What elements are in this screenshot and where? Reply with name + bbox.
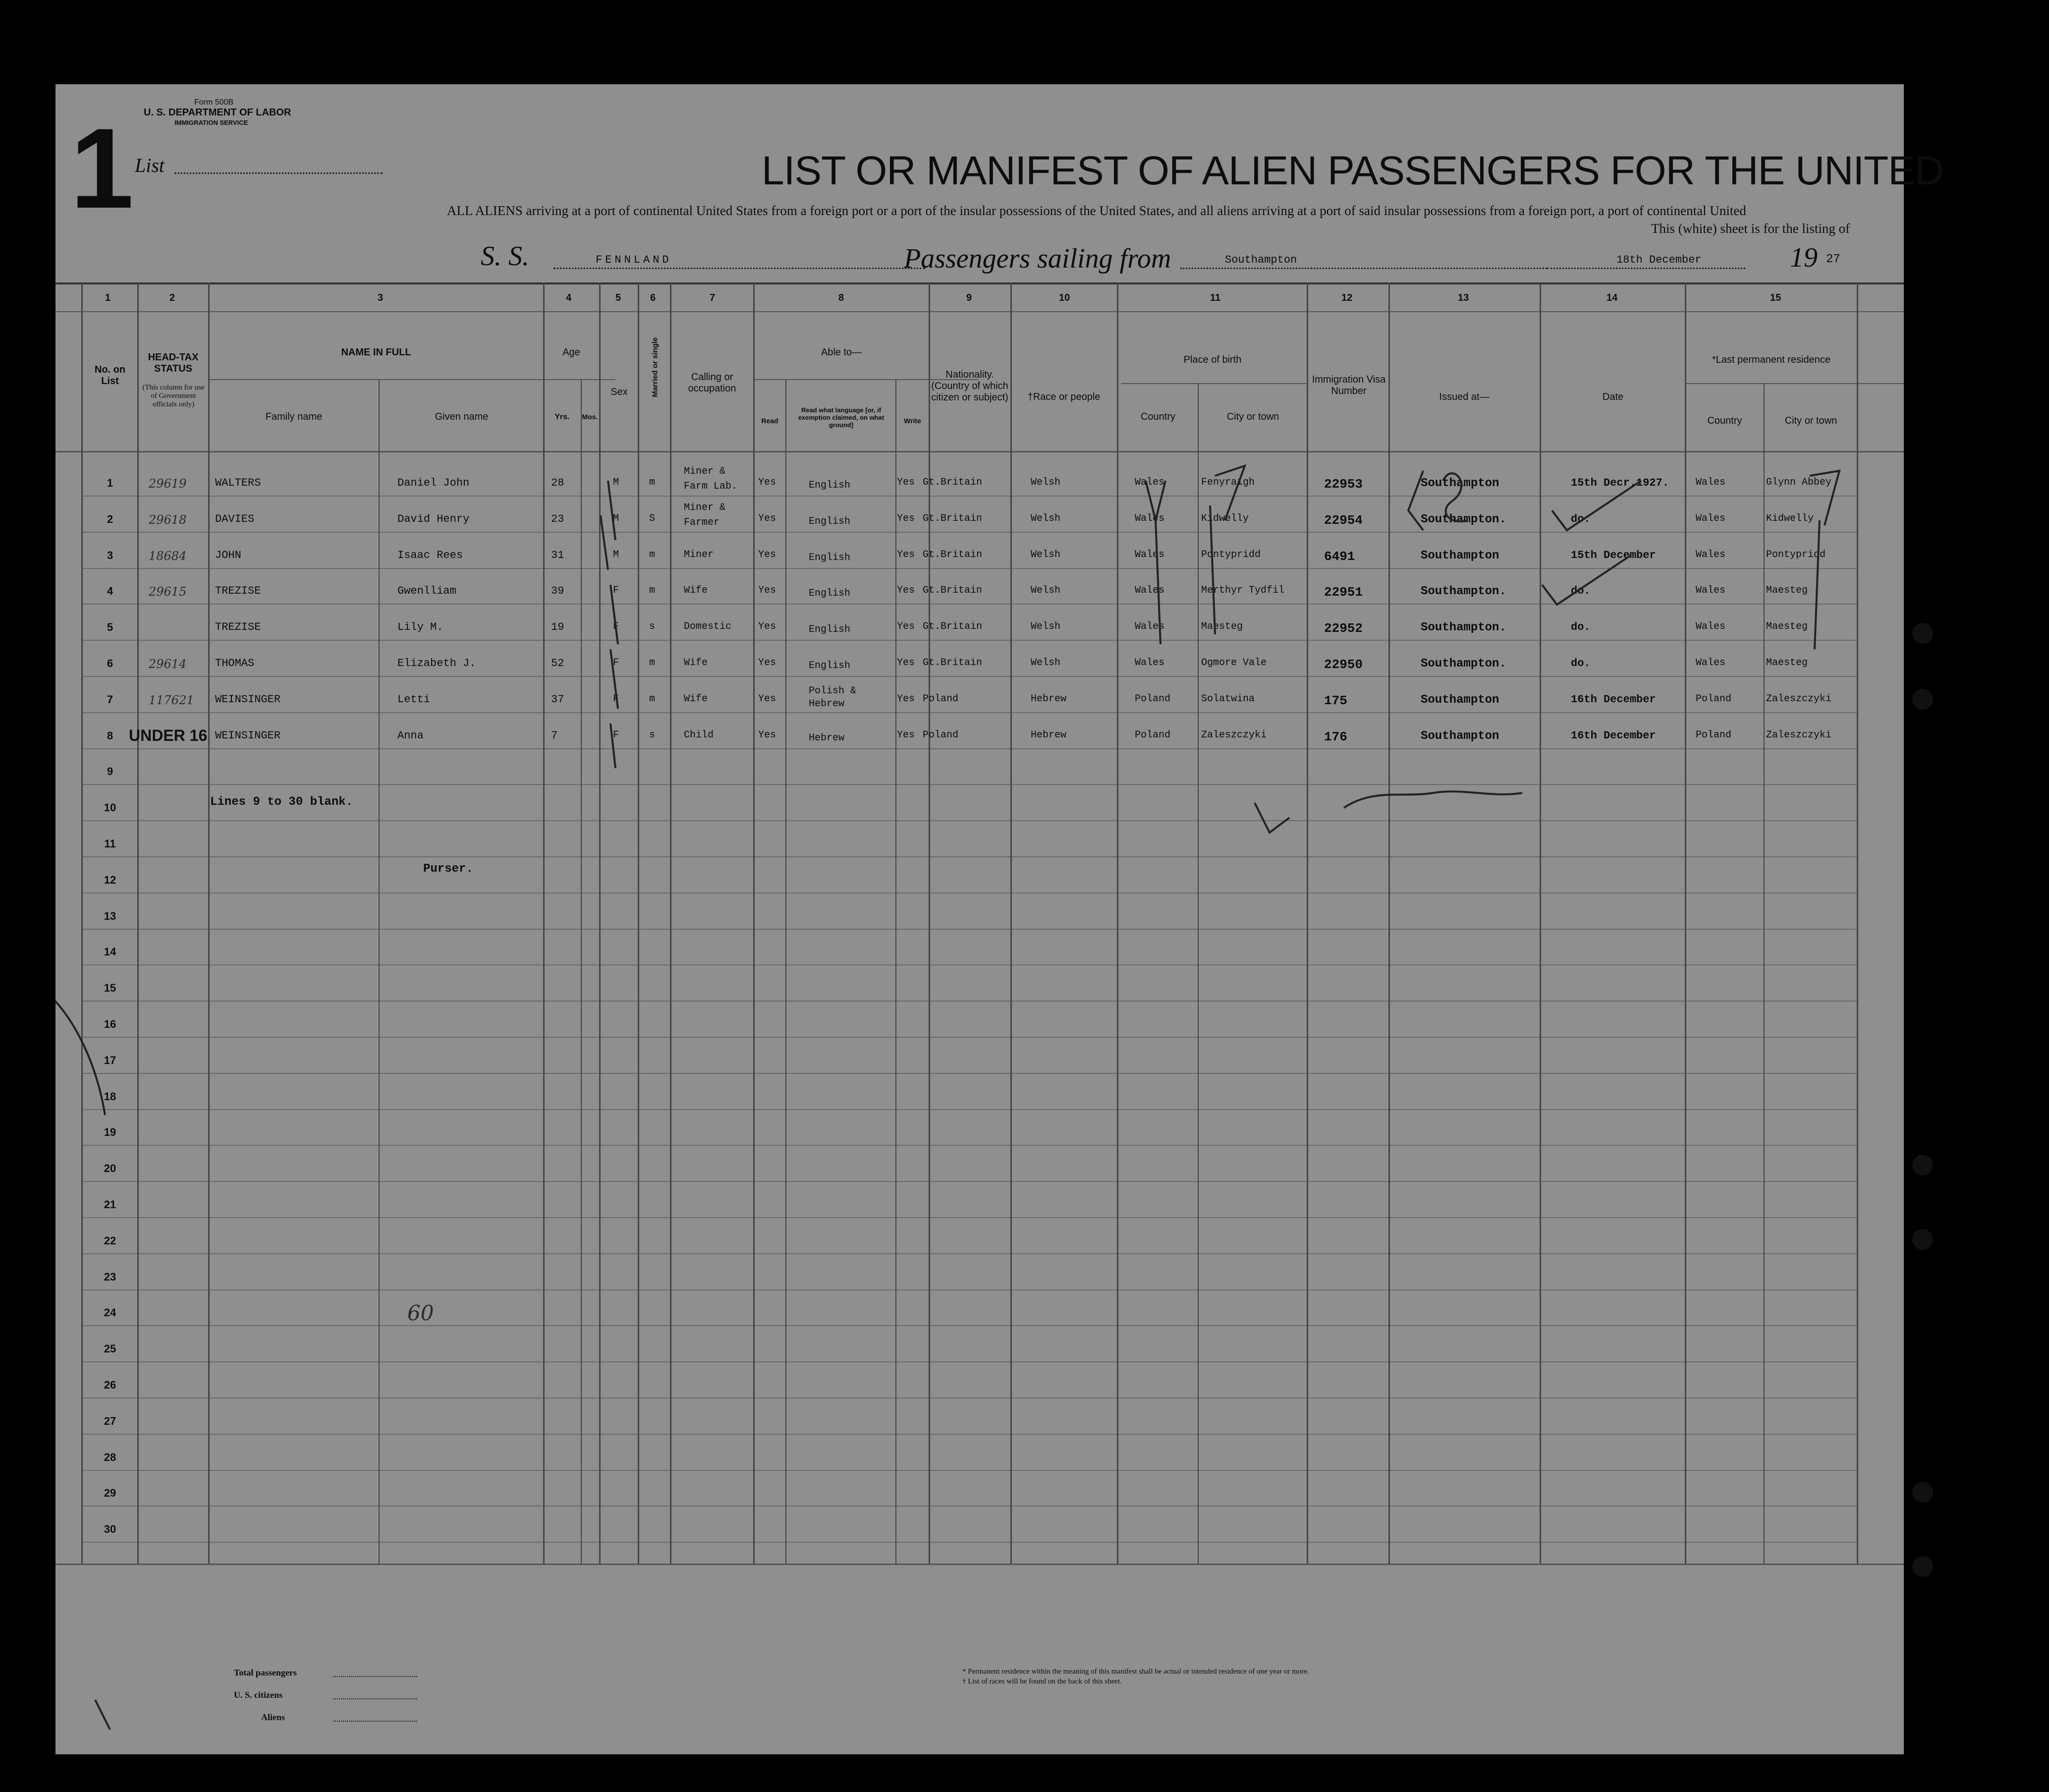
birth-country-cell: Wales [1135,585,1165,596]
header-date: Date [1602,392,1624,402]
issued-at-cell: Southampton. [1421,621,1506,634]
birth-city-cell: Ogmore Vale [1201,657,1267,669]
colnum-2: 2 [169,292,175,303]
sex-cell: F [613,621,619,632]
sailing-label: Passengers sailing from [904,243,1171,274]
binder-hole-4 [1912,1229,1933,1250]
occupation-cell: Miner [684,549,714,560]
occupation-cell: Child [684,729,714,741]
header-residence-city: City or town [1784,415,1837,426]
issued-at-cell: Southampton [1421,729,1499,743]
sex-cell: M [613,513,619,524]
total-passengers-line [333,1676,417,1677]
date-check-2 [1542,555,1631,605]
sailing-date: 18th December [1616,254,1702,266]
colnum-15: 15 [1770,292,1781,303]
line-number: 29 [104,1487,116,1499]
given-name-cell: Isaac Rees [397,549,463,561]
visa-check-1 [1408,471,1423,530]
visa-number-cell: 22950 [1324,657,1363,672]
family-name-cell: WEINSINGER [215,729,281,742]
colnum-13: 13 [1458,292,1469,303]
residence-city-cell: Maesteg [1766,657,1808,669]
line-number: 25 [104,1343,116,1355]
birth-country-cell: Poland [1135,729,1171,741]
read-cell: Yes [758,621,776,632]
nationality-cell: Gt.Britain [923,657,983,669]
birth-city-cell: Fenyraigh [1201,477,1255,488]
issued-at-cell: Southampton. [1421,657,1506,671]
department-label: U. S. DEPARTMENT OF LABOR [144,107,291,118]
occupation-cell: Domestic [684,621,732,632]
write-cell: Yes [897,477,915,488]
line-number: 14 [104,946,116,958]
occupation-cell: Miner & [684,466,726,477]
line-number: 11 [104,838,116,850]
manifest-title: LIST OR MANIFEST OF ALIEN PASSENGERS FOR THE UNITED [762,148,1944,193]
marital-cell: m [649,477,656,488]
family-name-cell: THOMAS [215,657,255,670]
residence-city-cell: Zaleszczyki [1766,729,1832,741]
manifest-subtitle: ALL ALIENS arriving at a port of continental United States from a foreign port or a port of the insular possessions of the United States, and all aliens arriving at a port of said insular possessions from a foreign port, a port of continental United [447,203,1746,218]
header-sex: Sex [610,387,628,397]
given-name-cell: David Henry [397,513,470,525]
line-number: 9 [107,765,113,778]
residence-city-cell: Maesteg [1766,621,1808,632]
residence-city-cell: Pontypridd [1766,549,1826,560]
age-tick-2 [601,515,608,570]
birth-city-cell: Merthyr Tydfil [1201,585,1285,596]
language-cell: Hebrew [809,732,845,744]
date-cell: 16th December [1571,693,1656,706]
race-cell: Welsh [1031,549,1061,560]
given-name-cell: Daniel John [397,477,470,489]
read-cell: Yes [758,657,776,669]
age-tick-4 [610,649,618,709]
occupation-cell-line2: Farm Lab. [684,481,738,492]
page-mark: 60 [407,1301,434,1325]
language-cell: English [809,588,851,599]
inspector-initial [1255,803,1289,833]
header-place-of-birth: Place of birth [1183,354,1242,365]
language-cell: English [809,624,851,635]
read-cell: Yes [758,477,776,488]
race-cell: Welsh [1031,513,1061,524]
visa-number-cell: 6491 [1324,549,1355,564]
nationality-cell: Gt.Britain [923,549,983,560]
visa-q-mark [1443,473,1468,521]
nationality-cell: Gt.Britain [923,477,983,488]
binder-hole-1 [1912,623,1933,644]
family-name-cell: DAVIES [215,513,255,525]
list-label: List [135,154,165,176]
age-years-cell: 19 [551,621,564,633]
read-cell: Yes [758,693,776,705]
sex-cell: F [613,585,619,596]
manifest-subtitle-2: This (white) sheet is for the listing of [1651,221,1850,236]
total-passengers-label: Total passengers [234,1668,297,1678]
line-number: 20 [104,1162,116,1175]
occupation-cell: Wife [684,693,708,705]
family-name-cell: TREZISE [215,585,261,597]
residence-country-cell: Wales [1696,657,1726,669]
write-cell: Yes [897,621,915,632]
write-cell: Yes [897,693,915,705]
race-cell: Hebrew [1031,693,1067,705]
sex-cell: F [613,729,619,741]
given-name-cell: Lily M. [397,621,443,633]
date-cell: do. [1571,513,1591,525]
birth-city-cell: Zaleszczyki [1201,729,1267,741]
write-cell: Yes [897,549,915,560]
visa-number-cell: 175 [1324,693,1347,708]
issued-at-cell: Southampton [1421,693,1499,707]
date-cell: 15th December [1571,549,1656,561]
header-residence-country: Country [1707,415,1742,426]
visa-number-cell: 22951 [1324,585,1363,600]
date-cell: 16th December [1571,729,1656,742]
header-mos: Mos. [582,413,598,421]
birth-country-cell: Wales [1135,477,1165,488]
visa-number-cell: 22953 [1324,477,1363,492]
birth-country-cell: Wales [1135,513,1165,524]
birth-country-cell: Wales [1135,549,1165,560]
header-able-to: Able to— [821,347,862,358]
family-name-cell: TREZISE [215,621,261,633]
birth-tick-column-2 [1156,520,1161,644]
residence-country-cell: Poland [1696,693,1732,705]
date-cell: 15th Decr.1927. [1571,477,1669,489]
read-cell: Yes [758,585,776,596]
race-cell: Hebrew [1031,729,1067,741]
write-cell: Yes [897,729,915,741]
line-number: 24 [104,1306,116,1319]
residence-country-cell: Wales [1696,513,1726,524]
issued-at-cell: Southampton [1421,549,1499,562]
marital-cell: m [649,693,656,705]
colnum-6: 6 [650,292,656,303]
header-family-name: Family name [265,411,323,422]
birth-city-cell: Kidwelly [1201,513,1249,524]
write-cell: Yes [897,585,915,596]
header-head-tax-note: (This column for use of Government officials only) [142,384,205,408]
residence-country-cell: Wales [1696,549,1726,560]
age-years-cell: 52 [551,657,564,670]
residence-country-cell: Wales [1696,585,1726,596]
birth-country-cell: Wales [1135,657,1165,669]
header-birth-city: City or town [1226,411,1279,422]
birth-check-1 [1146,481,1165,520]
age-years-cell: 39 [551,585,564,597]
residence-city-cell: Maesteg [1766,585,1808,596]
residence-country-cell: Poland [1696,729,1732,741]
aliens-label: Aliens [261,1712,285,1722]
line-number: 7 [107,693,113,706]
line-number: 10 [104,801,116,814]
header-last-residence: *Last permanent residence [1712,354,1831,365]
residence-city-cell: Zaleszczyki [1766,693,1832,705]
marital-cell: m [649,657,656,669]
header-read-language: Read what language [or, if exemption claimed, on what ground] [798,406,885,429]
issued-at-cell: Southampton [1421,477,1499,490]
blank-lines-note: Lines 9 to 30 blank. [210,795,353,809]
header-write: Write [904,417,921,425]
year-suffix: 27 [1826,253,1840,266]
line-number: 27 [104,1415,116,1427]
colnum-11: 11 [1210,292,1221,303]
nationality-cell: Gt.Britain [923,621,983,632]
sex-cell: M [613,477,619,488]
list-number-large: 1 [70,105,134,232]
date-cell: do. [1571,585,1591,597]
line-number: 6 [107,657,113,670]
header-visa-number: Immigration Visa Number [1312,374,1386,396]
occupation-cell: Wife [684,585,708,596]
header-race: †Race or people [1027,392,1101,402]
year-prefix: 19 [1790,242,1818,273]
nationality-cell: Gt.Britain [923,585,983,596]
footnote-races: † List of races will be found on the back of this sheet. [962,1678,1122,1685]
header-age: Age [562,347,580,358]
line-number: 3 [107,549,113,561]
nationality-cell: Poland [923,693,959,705]
language-cell-line2: Hebrew [809,698,845,710]
head-tax-cell: 29615 [149,585,187,599]
header-calling: Calling or occupation [688,372,736,394]
family-name-cell: JOHN [215,549,241,561]
given-name-cell: Anna [397,729,424,742]
marital-cell: s [649,729,656,741]
visa-number-cell: 176 [1324,729,1347,744]
sex-cell: F [613,657,619,669]
birth-city-cell: Maesteg [1201,621,1243,632]
header-read: Read [761,417,778,425]
age-tick-3 [610,585,618,644]
birth-tick-column [1210,505,1215,634]
header-name-in-full: NAME IN FULL [341,347,411,358]
line-number: 1 [107,477,113,489]
sex-cell: M [613,549,619,560]
colnum-1: 1 [105,292,111,303]
birth-check-2 [1215,466,1245,520]
head-tax-cell: 29614 [149,657,187,671]
line-number: 19 [104,1126,116,1138]
race-cell: Welsh [1031,477,1061,488]
header-head-tax: HEAD-TAX STATUS [148,352,199,374]
age-years-cell: 37 [551,693,564,706]
purser-signature: Purser. [423,862,473,876]
head-tax-cell: 29619 [149,477,187,491]
marital-cell: s [649,621,656,632]
marital-cell: S [649,513,656,524]
line-number: 28 [104,1451,116,1463]
colnum-7: 7 [710,292,716,303]
marital-cell: m [649,585,656,596]
binder-hole-3 [1912,1155,1933,1176]
nationality-cell: Gt.Britain [923,513,983,524]
given-name-cell: Gwenlliam [397,585,456,597]
line-number: 21 [104,1198,116,1211]
given-name-cell: Elizabeth J. [397,657,476,670]
binder-hole-2 [1912,689,1933,710]
occupation-cell: Wife [684,657,708,669]
birth-city-cell: Pontypridd [1201,549,1261,560]
line-number: 4 [107,585,113,597]
birth-country-cell: Wales [1135,621,1165,632]
given-name-cell: Letti [397,693,431,706]
head-tax-cell: 18684 [149,549,187,563]
left-edge-fold [55,996,105,1115]
margin-mark [95,1700,110,1730]
colnum-3: 3 [378,292,384,303]
race-cell: Welsh [1031,621,1061,632]
ship-name: FENNLAND [596,254,672,266]
colnum-10: 10 [1059,292,1070,303]
line-number: 18 [104,1090,116,1103]
race-cell: Welsh [1031,657,1061,669]
birth-country-cell: Poland [1135,693,1171,705]
line-number: 8 [107,729,113,742]
residence-check-1 [1810,471,1839,525]
occupation-cell: Miner & [684,502,726,513]
colnum-9: 9 [966,292,972,303]
line-number: 13 [104,910,116,922]
read-cell: Yes [758,729,776,741]
residence-city-cell: Kidwelly [1766,513,1814,524]
ss-label: S. S. [481,241,529,272]
family-name-cell: WALTERS [215,477,261,489]
line-number: 23 [104,1271,116,1283]
language-cell: Polish & [809,685,857,697]
date-cell: do. [1571,621,1591,633]
manifest-sheet [55,84,1944,1754]
sex-cell: F [613,693,619,705]
residence-tick-column [1815,520,1820,649]
line-number: 5 [107,621,113,633]
binder-hole-5 [1912,1482,1933,1503]
line-number: 22 [104,1234,116,1247]
family-name-cell: WEINSINGER [215,693,281,706]
visa-number-cell: 22952 [1324,621,1363,636]
handwriting-marks [55,84,1904,1754]
language-cell: English [809,516,851,527]
age-tick-5 [610,724,615,768]
date-cell: do. [1571,657,1591,670]
language-cell: English [809,660,851,672]
head-tax-cell: 29618 [149,513,187,527]
binder-hole-6 [1912,1556,1933,1577]
residence-country-cell: Wales [1696,477,1726,488]
us-citizens-label: U. S. citizens [234,1690,282,1700]
age-years-cell: 31 [551,549,564,561]
colnum-4: 4 [566,292,572,303]
header-birth-country: Country [1140,411,1176,422]
header-issued-at: Issued at— [1439,392,1490,402]
header-given-name: Given name [435,411,489,422]
date-check-1 [1552,481,1641,530]
read-cell: Yes [758,549,776,560]
departure-port: Southampton [1225,254,1297,266]
issued-at-cell: Southampton. [1421,513,1506,526]
header-married: Married or single [651,337,660,397]
marital-cell: m [649,549,656,560]
line-number: 30 [104,1523,116,1535]
birth-city-cell: Solatwina [1201,693,1255,705]
colnum-5: 5 [615,292,621,303]
read-cell: Yes [758,513,776,524]
inspector-scrawl [1344,791,1522,808]
write-cell: Yes [897,657,915,669]
age-years-cell: 7 [551,729,558,742]
age-tick-1 [608,481,615,540]
residence-city-cell: Glynn Abbey [1766,477,1832,488]
line-number: 26 [104,1379,116,1391]
colnum-14: 14 [1606,292,1618,303]
header-nationality: Nationality. (Country of which citizen or subject) [931,369,1008,403]
line-number: 15 [104,982,116,994]
colnum-8: 8 [838,292,844,303]
language-cell: English [809,480,851,491]
form-number: Form 500B [194,98,234,107]
line-number: 16 [104,1018,116,1030]
colnum-12: 12 [1341,292,1353,303]
head-tax-cell: UNDER 16 [129,727,208,744]
language-cell: English [809,552,851,563]
issued-at-cell: Southampton. [1421,585,1506,598]
aliens-line [333,1721,417,1722]
footnote-residence: * Permanent residence within the meaning of this manifest shall be actual or intended residence of one year or more. [962,1668,1309,1676]
occupation-cell-line2: Farmer [684,517,720,528]
age-years-cell: 23 [551,513,564,525]
write-cell: Yes [897,513,915,524]
line-number: 2 [107,513,113,525]
visa-number-cell: 22954 [1324,513,1363,528]
line-number: 17 [104,1054,116,1066]
header-no-on-list: No. on List [94,364,126,387]
residence-country-cell: Wales [1696,621,1726,632]
header-yrs: Yrs. [554,413,570,421]
us-citizens-line [333,1698,417,1699]
nationality-cell: Poland [923,729,959,741]
race-cell: Welsh [1031,585,1061,596]
line-number: 12 [104,874,116,886]
age-years-cell: 28 [551,477,564,489]
service-label: IMMIGRATION SERVICE [174,119,248,126]
head-tax-cell: 117621 [149,693,194,707]
